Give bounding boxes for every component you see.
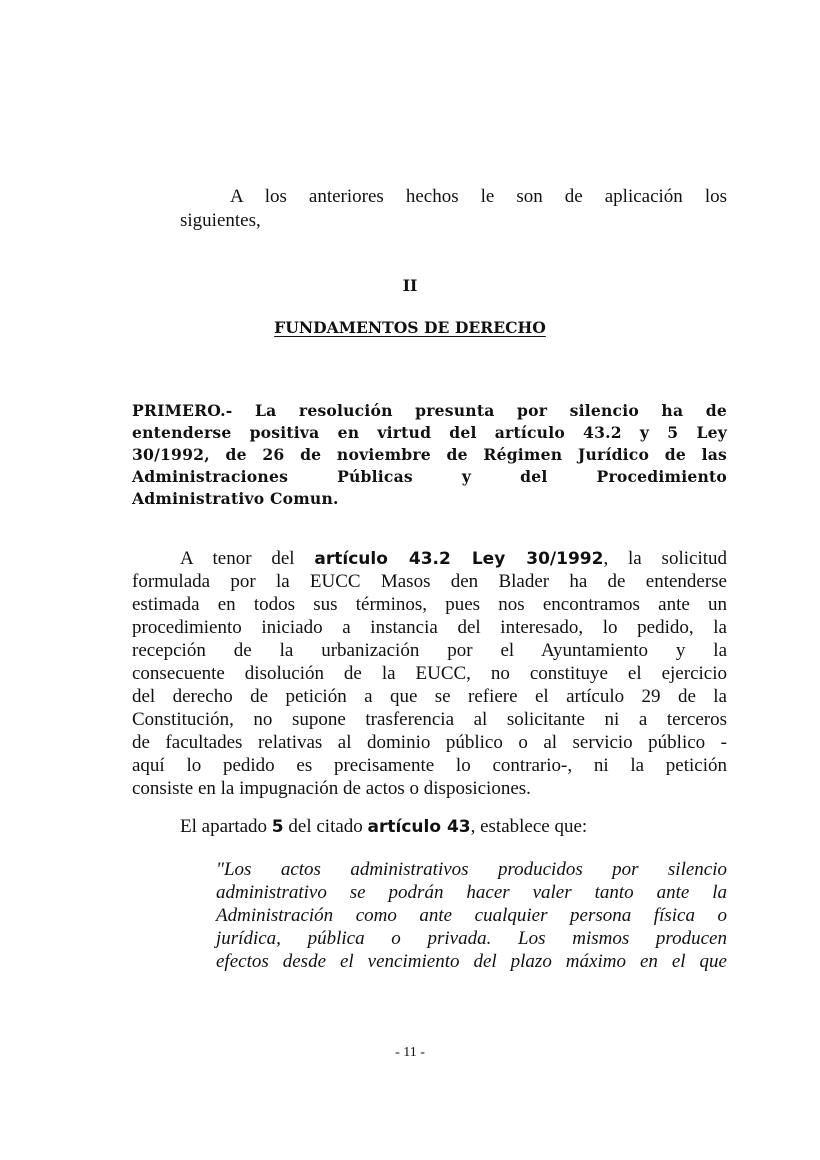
- paragraph1-line-3: estimada en todos sus términos, pues nos encontramos ante un: [132, 594, 727, 615]
- primero-line-5: Administrativo Comun.: [132, 489, 339, 508]
- paragraph2-line: [180, 816, 727, 838]
- paragraph1-line-4: procedimiento iniciado a instancia del interesado, lo pedido, la: [132, 617, 727, 638]
- paragraph2-part3: , establece que:: [470, 816, 588, 837]
- quote-line-1: "Los actos administrativos producidos por silencio: [216, 859, 727, 880]
- paragraph1-line-2: formulada por la EUCC Masos den Blader ha de entenderse: [132, 571, 727, 592]
- primero-line-3: 30/1992, de 26 de noviembre de Régimen Jurídico de las: [132, 445, 727, 464]
- paragraph1-prefix: A tenor del: [180, 548, 295, 569]
- intro-line-1: A los anteriores hechos le son de aplicación los: [230, 186, 727, 207]
- quote-line-3: Administración como ante cualquier persona física o: [216, 905, 727, 926]
- primero-line-4: Administraciones Públicas y del Procedimiento: [132, 467, 727, 486]
- paragraph1-line-8: Constitución, no supone trasferencia al solicitante ni a terceros: [132, 709, 727, 730]
- quote-line-4: jurídica, pública o privada. Los mismos producen: [216, 928, 727, 949]
- paragraph1-line-11: consiste en la impugnación de actos o disposiciones.: [132, 778, 531, 799]
- primero-line-1: PRIMERO.- La resolución presunta por silencio ha de: [132, 401, 727, 420]
- section-title: FUNDAMENTOS DE DERECHO: [274, 318, 546, 337]
- paragraph2-part2: del citado: [288, 816, 363, 837]
- intro-line-2: siguientes,: [180, 210, 261, 231]
- paragraph1-line-10: aquí lo pedido es precisamente lo contrario-, ni la petición: [132, 755, 727, 776]
- paragraph2-bold1: 5: [271, 817, 284, 837]
- paragraph1-line-7: del derecho de petición a que se refiere el artículo 29 de la: [132, 686, 727, 707]
- paragraph2-part1: El apartado: [180, 816, 268, 837]
- paragraph1-line-1: [180, 548, 727, 570]
- quote-line-2: administrativo se podrán hacer valer tanto ante la: [216, 882, 727, 903]
- paragraph1-line-5: recepción de la urbanización por el Ayuntamiento y la: [132, 640, 727, 661]
- quote-line-5: efectos desde el vencimiento del plazo máximo en el que: [216, 951, 727, 972]
- section-numeral: II: [402, 276, 418, 295]
- paragraph1-bold: artículo 43.2 Ley 30/1992: [314, 549, 604, 569]
- primero-line-2: entenderse positiva en virtud del artículo 43.2 y 5 Ley: [132, 423, 727, 442]
- paragraph1-suffix: , la solicitud: [603, 548, 728, 569]
- page-number: - 11 -: [395, 1045, 425, 1060]
- paragraph1-line-9: de facultades relativas al dominio público o al servicio público -: [132, 732, 727, 753]
- paragraph1-line-6: consecuente disolución de la EUCC, no constituye el ejercicio: [132, 663, 727, 684]
- paragraph2-bold2: artículo 43: [367, 817, 471, 837]
